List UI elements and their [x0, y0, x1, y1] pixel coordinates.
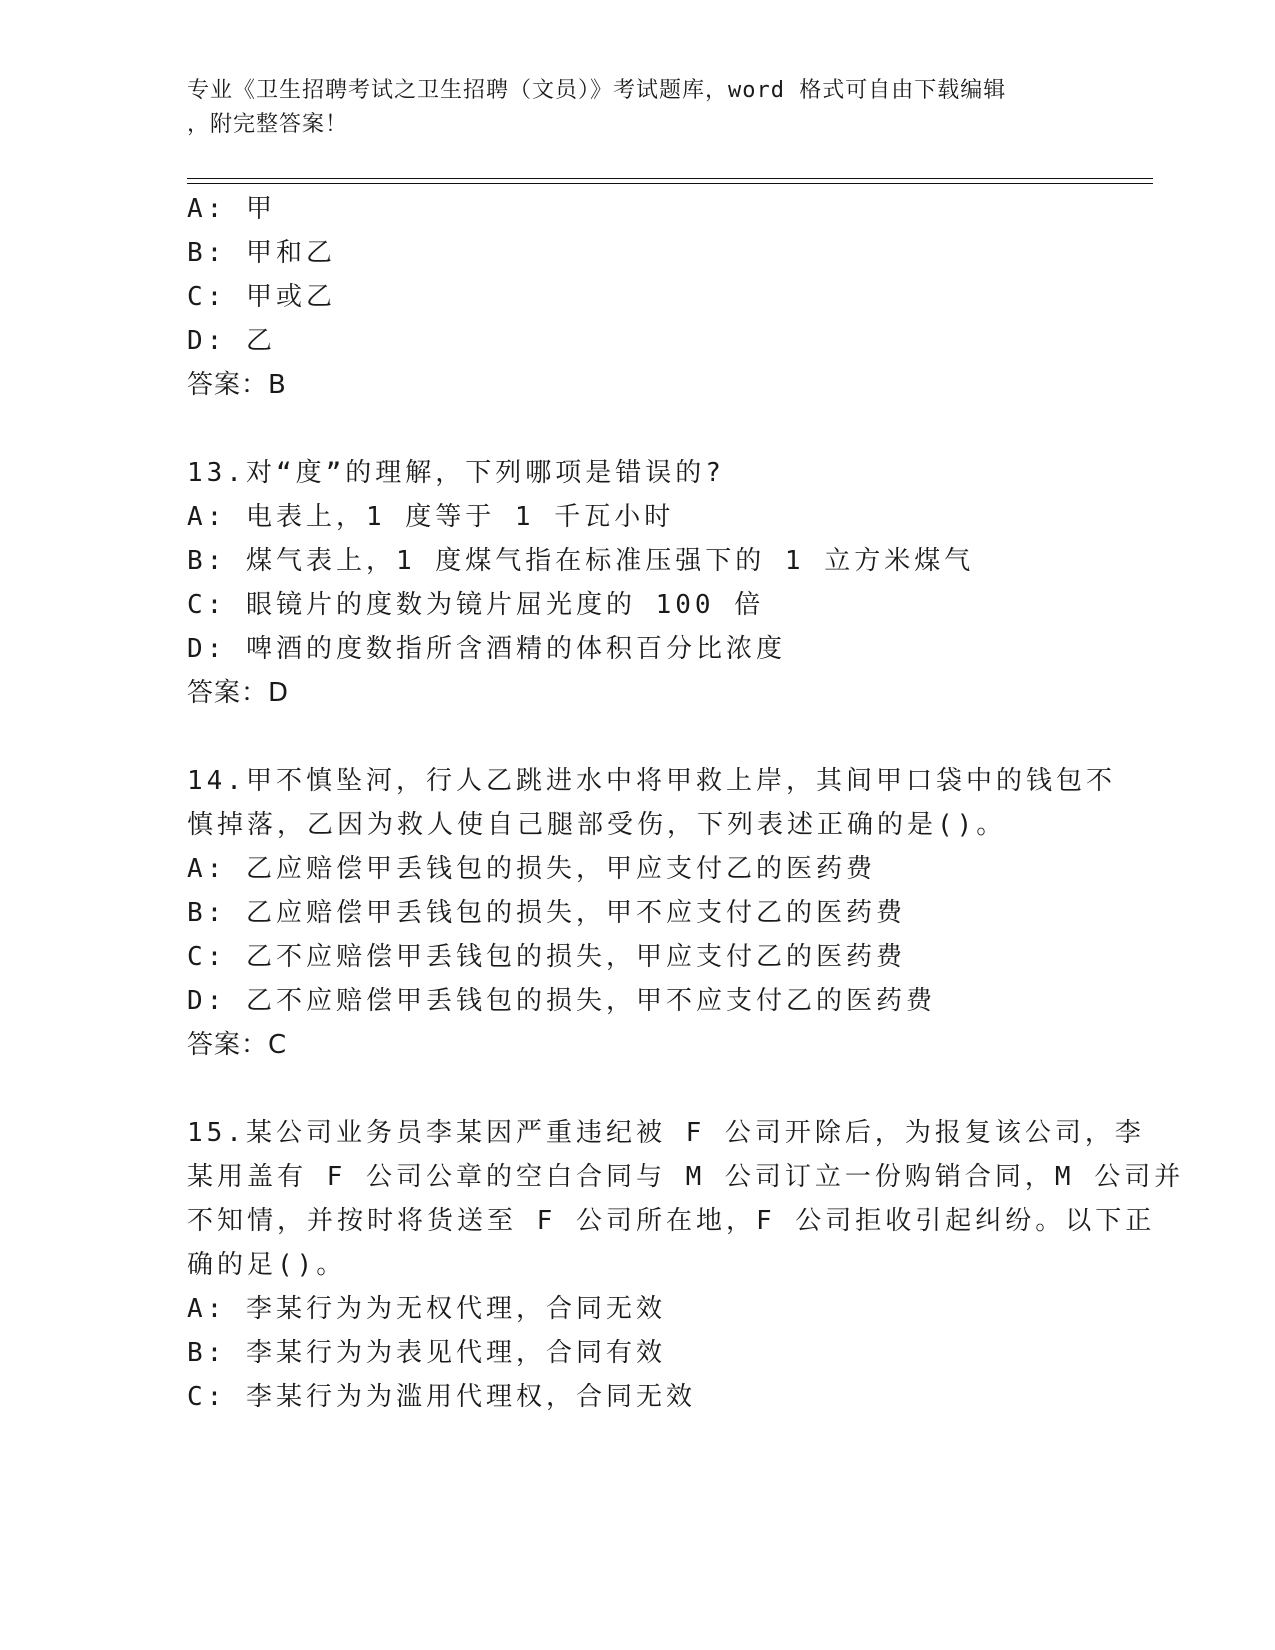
q14-question-line-1: 14.甲不慎坠河，行人乙跳进水中将甲救上岸，其间甲口袋中的钱包不	[187, 766, 1116, 796]
header-divider-bottom	[187, 183, 1153, 184]
q14-option-a: A: 乙应赔偿甲丢钱包的损失，甲应支付乙的医药费	[187, 854, 876, 884]
header-divider-top	[187, 178, 1153, 179]
q14-option-c: C: 乙不应赔偿甲丢钱包的损失，甲应支付乙的医药费	[187, 942, 906, 972]
q12-option-b: B: 甲和乙	[187, 238, 336, 268]
q14-option-b: B: 乙应赔偿甲丢钱包的损失，甲不应支付乙的医药费	[187, 898, 906, 928]
q14-question-line-2: 慎掉落，乙因为救人使自己腿部受伤，下列表述正确的是()。	[187, 810, 1007, 840]
q13-question: 13.对“度”的理解，下列哪项是错误的?	[187, 458, 725, 488]
q12-option-a: A: 甲	[187, 194, 276, 224]
q15-question-line-4: 确的足()。	[187, 1250, 347, 1280]
q15-question-line-1: 15.某公司业务员李某因严重违纪被 F 公司开除后，为报复该公司，李	[187, 1118, 1145, 1148]
q13-answer: 答案：D	[187, 678, 290, 708]
document-header	[187, 74, 1067, 142]
q15-option-c: C: 李某行为为滥用代理权，合同无效	[187, 1382, 696, 1412]
q13-option-d: D: 啤酒的度数指所含酒精的体积百分比浓度	[187, 634, 786, 664]
q15-question-line-3: 不知情，并按时将货送至 F 公司所在地，F 公司拒收引起纠纷。以下正	[187, 1206, 1156, 1236]
q15-option-a: A: 李某行为为无权代理，合同无效	[187, 1294, 666, 1324]
q14-option-d: D: 乙不应赔偿甲丢钱包的损失，甲不应支付乙的医药费	[187, 986, 936, 1016]
q12-answer: 答案：B	[187, 370, 287, 400]
q12-option-c: C: 甲或乙	[187, 282, 336, 312]
q14-answer: 答案：C	[187, 1030, 288, 1060]
header-title-line-1: 专业《卫生招聘考试之卫生招聘（文员）》考试题库，word 格式可自由下载编辑	[187, 78, 1007, 103]
q15-question-line-2: 某用盖有 F 公司公章的空白合同与 M 公司订立一份购销合同，M 公司并	[187, 1162, 1185, 1192]
header-title-line-2: ，附完整答案！	[187, 112, 349, 137]
q12-option-d: D: 乙	[187, 326, 276, 356]
q13-option-c: C: 眼镜片的度数为镜片屈光度的 100 倍	[187, 590, 765, 620]
q13-option-b: B: 煤气表上，1 度煤气指在标准压强下的 1 立方米煤气	[187, 546, 975, 576]
q13-option-a: A: 电表上，1 度等于 1 千瓦小时	[187, 502, 675, 532]
q15-option-b: B: 李某行为为表见代理，合同有效	[187, 1338, 666, 1368]
